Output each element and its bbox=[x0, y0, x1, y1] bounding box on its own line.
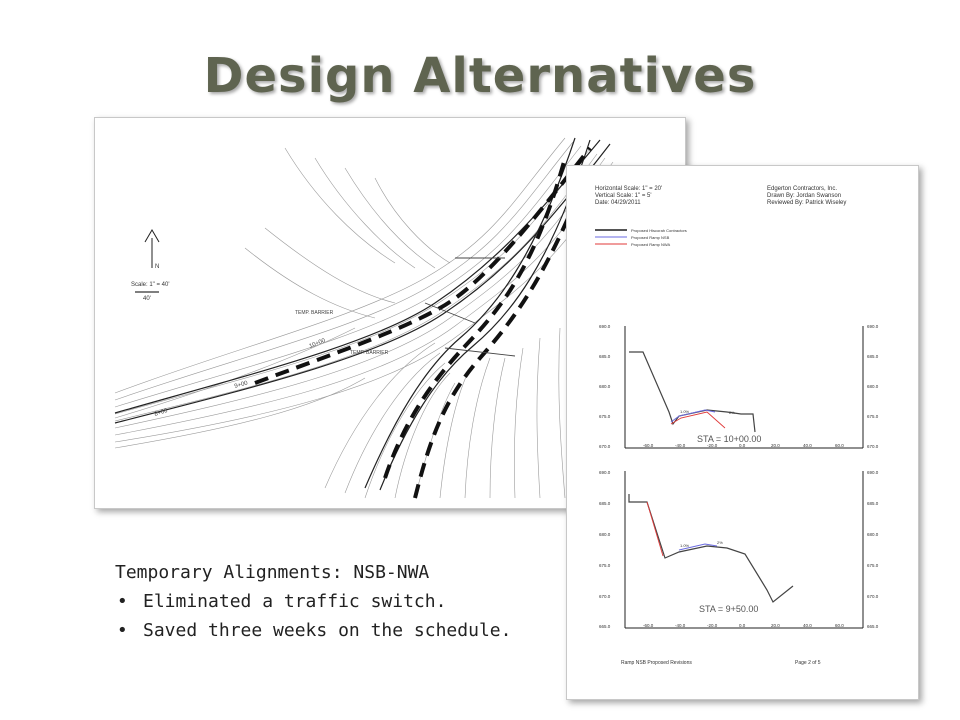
legend-label: Proposed Hiscorah Contractors bbox=[631, 228, 687, 233]
x-tick: -60.0 bbox=[643, 623, 654, 628]
y-tick: 685.0 bbox=[599, 354, 611, 359]
y-tick: 690.0 bbox=[599, 324, 611, 329]
y-tick: 685.0 bbox=[599, 501, 611, 506]
x-tick: -40.0 bbox=[675, 443, 686, 448]
y-tick: 665.0 bbox=[599, 624, 611, 629]
slope-label: 2% bbox=[717, 540, 723, 545]
y-tick: 680.0 bbox=[867, 384, 879, 389]
header-right-line: Edgerton Contractors, Inc. bbox=[767, 186, 838, 192]
y-tick: 670.0 bbox=[599, 444, 611, 449]
profile-chart-2 bbox=[599, 470, 879, 629]
barrier-label-2: TEMP. BARRIER bbox=[350, 350, 389, 356]
y-tick: 670.0 bbox=[867, 594, 879, 599]
y-tick: 675.0 bbox=[599, 563, 611, 568]
y-tick: 685.0 bbox=[867, 354, 879, 359]
slide-body bbox=[115, 558, 535, 645]
bullet-item: • Saved three weeks on the schedule. bbox=[115, 616, 535, 645]
x-tick: 20.0 bbox=[771, 623, 780, 628]
y-tick: 675.0 bbox=[867, 563, 879, 568]
profile-sheet bbox=[566, 165, 919, 700]
x-tick: 40.0 bbox=[803, 623, 812, 628]
profile-chart-1 bbox=[599, 324, 879, 449]
barrier-label-1: TEMP. BARRIER bbox=[295, 310, 334, 316]
footer-right: Page 2 of 5 bbox=[795, 660, 821, 666]
y-tick: 680.0 bbox=[599, 384, 611, 389]
station-title-1: STA = 10+00.00 bbox=[697, 434, 762, 444]
y-tick: 690.0 bbox=[599, 470, 611, 475]
x-tick: 0.0 bbox=[739, 443, 746, 448]
y-tick: 675.0 bbox=[867, 414, 879, 419]
y-tick: 685.0 bbox=[867, 501, 879, 506]
plan-scale: Scale: 1" = 40' bbox=[131, 282, 170, 288]
profile-svg bbox=[567, 166, 918, 699]
header-left-line: Vertical Scale: 1" = 5' bbox=[595, 193, 652, 199]
station-label: 8+00 bbox=[153, 408, 169, 418]
legend-label: Proposed Ramp NWA bbox=[631, 242, 671, 247]
body-heading: Temporary Alignments: NSB-NWA bbox=[115, 562, 430, 583]
x-tick: 60.0 bbox=[835, 623, 844, 628]
x-tick: -20.0 bbox=[707, 623, 718, 628]
x-tick: -40.0 bbox=[675, 623, 686, 628]
y-tick: 690.0 bbox=[867, 324, 879, 329]
header-left-line: Horizontal Scale: 1" = 20' bbox=[595, 186, 663, 192]
y-tick: 670.0 bbox=[599, 594, 611, 599]
y-tick: 670.0 bbox=[867, 444, 879, 449]
y-tick: 680.0 bbox=[867, 532, 879, 537]
slope-label: 1.0% bbox=[680, 409, 690, 414]
north-arrow-icon bbox=[145, 230, 159, 268]
x-tick: 0.0 bbox=[739, 623, 746, 628]
y-tick: 675.0 bbox=[599, 414, 611, 419]
footer-left: Ramp NSB Proposed Revisions bbox=[621, 660, 692, 666]
slope-label: 2% bbox=[729, 410, 735, 415]
y-tick: 690.0 bbox=[867, 470, 879, 475]
station-title-2: STA = 9+50.00 bbox=[699, 604, 759, 614]
x-tick: 60.0 bbox=[835, 443, 844, 448]
north-label: N bbox=[155, 264, 160, 270]
y-tick: 680.0 bbox=[599, 532, 611, 537]
x-tick: -20.0 bbox=[707, 443, 718, 448]
header-right-line: Reviewed By: Patrick Wiseley bbox=[767, 200, 847, 206]
x-tick: -60.0 bbox=[643, 443, 654, 448]
legend-label: Proposed Ramp NSB bbox=[631, 235, 670, 240]
bullet-item: • Eliminated a traffic switch. bbox=[115, 587, 535, 616]
station-label: 9+00 bbox=[233, 380, 249, 390]
slope-label: 1.0% bbox=[680, 543, 690, 548]
bullet-list bbox=[115, 587, 535, 645]
header-right-line: Drawn By: Jordan Swanson bbox=[767, 193, 842, 199]
y-tick: 665.0 bbox=[867, 624, 879, 629]
slide-title: Design Alternatives bbox=[203, 48, 757, 104]
scale-bar-label: 40' bbox=[143, 296, 151, 302]
x-tick: 20.0 bbox=[771, 443, 780, 448]
x-tick: 40.0 bbox=[803, 443, 812, 448]
header-left-line: Date: 04/29/2011 bbox=[595, 200, 641, 206]
station-label: 10+00 bbox=[308, 337, 327, 350]
